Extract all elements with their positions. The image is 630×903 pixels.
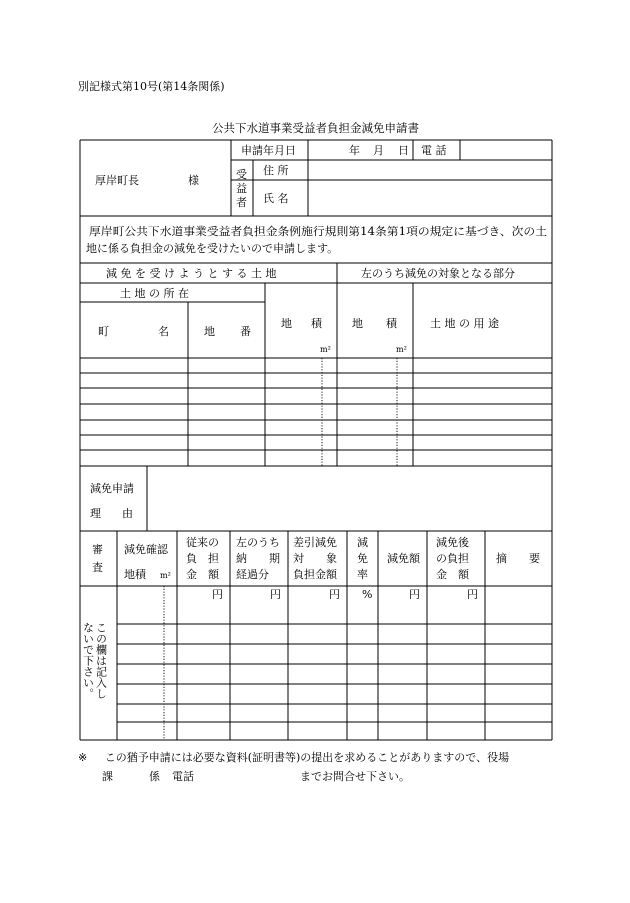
application-date-label: 申請年月日 [241, 144, 296, 157]
exempt-area-unit: m² [396, 345, 407, 354]
after-header-2: の負担 [436, 552, 469, 565]
rate-unit: % [362, 588, 373, 601]
area-header-1: 地 [281, 317, 292, 330]
paid-header-1: 左のうち [236, 536, 280, 549]
statement-line-1: 厚岸町公共下水道事業受益者負担金条例施行規則第14条第1項の規定に基づき、次の土 [89, 225, 517, 238]
dept-label: 課 [102, 770, 113, 783]
amount-header: 減免額 [387, 552, 420, 565]
town-header-2: 名 [158, 325, 169, 338]
name-label: 氏 名 [263, 192, 289, 205]
target-header-3: 負担金額 [293, 568, 337, 581]
remarks-header: 摘 要 [496, 552, 540, 565]
inquiry-text: までお問合せ下さい。 [300, 770, 410, 783]
side-note-col1: この欄は記入し [94, 622, 108, 699]
after-unit: 円 [467, 588, 478, 601]
prev-header-1: 従来の [186, 536, 219, 549]
review-header-2: 査 [92, 561, 103, 574]
town-header-1: 町 [98, 325, 109, 338]
month-label: 月 [373, 144, 384, 157]
target-header-2: 対 象 [293, 552, 337, 565]
address-label: 住 所 [263, 164, 289, 177]
paid-header-3: 経過分 [236, 568, 269, 581]
rate-header-3: 率 [357, 568, 368, 581]
reason-label-2a: 理 [90, 507, 101, 520]
lot-header-2: 番 [240, 325, 251, 338]
footer-note-line1 [78, 751, 509, 765]
phone-label: 電 話 [421, 144, 447, 157]
exempt-area-header-2: 積 [386, 317, 397, 330]
beneficiary-label-1: 受 [236, 168, 247, 181]
review-header-1: 審 [92, 543, 103, 556]
after-header-3: 金 額 [436, 568, 469, 581]
target-unit: 円 [329, 588, 340, 601]
area-header-2: 積 [311, 317, 322, 330]
rate-header-1: 減 [357, 536, 368, 549]
paid-header-2: 納 期 [236, 552, 280, 565]
phone-label-footer: 電話 [172, 770, 194, 783]
prev-unit: 円 [212, 588, 223, 601]
target-header-1: 差引減免 [293, 536, 337, 549]
confirm-header: 減免確認 [124, 543, 168, 556]
amount-unit: 円 [409, 588, 420, 601]
form-caption: 別記様式第10号(第14条関係) [78, 80, 225, 93]
paid-unit: 円 [270, 588, 281, 601]
year-label: 年 [349, 144, 360, 157]
exempt-part-header: 左のうち減免の対象となる部分 [361, 267, 515, 280]
beneficiary-label-2: 益 [236, 182, 247, 195]
land-group-header: 減 免 を 受 け よ う と す る 土 地 [106, 267, 277, 280]
addressee: 厚岸町長 [95, 174, 139, 187]
statement-line-2: 地に係る負担金の減免を受けたいので申請します。 [86, 242, 339, 255]
beneficiary-label-3: 者 [236, 196, 247, 209]
form-title: 公共下水道事業受益者負担金減免申請書 [212, 121, 419, 135]
rate-header-2: 免 [357, 552, 368, 565]
confirm-area-unit: m² [160, 571, 171, 580]
location-header: 土 地 の 所 在 [120, 287, 189, 300]
land-use-header: 土 地 の 用 途 [430, 317, 499, 330]
exempt-area-header-1: 地 [352, 317, 363, 330]
confirm-area-label: 地積 [124, 568, 146, 581]
note-mark: ※ [78, 751, 88, 764]
prev-header-3: 金 額 [186, 568, 219, 581]
honorific: 様 [188, 174, 199, 187]
note-text: この猶予申請には必要な資料(証明書等)の提出を求めることがありますので、役場 [104, 751, 510, 764]
side-note-col2: ないで下さい。 [81, 622, 95, 699]
lot-header-1: 地 [204, 325, 215, 338]
staff-label: 係 [149, 770, 160, 783]
area-unit: m² [320, 345, 331, 354]
prev-header-2: 負 担 [186, 552, 219, 565]
after-header-1: 減免後 [436, 536, 469, 549]
reason-label: 減免申請 [90, 482, 134, 495]
day-label: 日 [398, 144, 409, 157]
reason-label-2b: 由 [122, 507, 133, 520]
